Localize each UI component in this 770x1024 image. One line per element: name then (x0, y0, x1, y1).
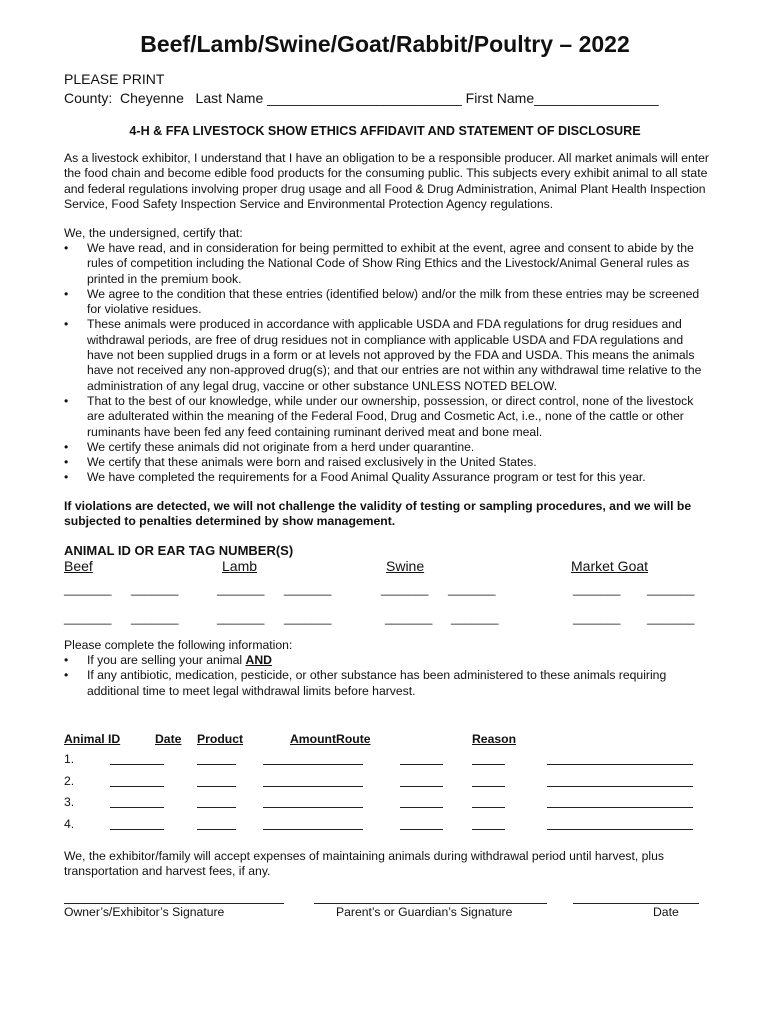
route-field-1[interactable] (400, 764, 443, 765)
reason-field-4[interactable] (472, 829, 505, 830)
list-item: • We agree to the condition that these entries (identified below) and/or the milk from these entries may be screened for violative residues. (64, 287, 709, 318)
amount-field-1[interactable] (263, 764, 363, 765)
ear-tag-field-lamb-1[interactable]: _______ (217, 582, 265, 596)
reason-field-3[interactable] (472, 807, 505, 808)
lamb-column-label: Lamb (222, 558, 258, 574)
ear-tag-field-lamb-4[interactable]: _______ (284, 611, 332, 625)
list-item: • We certify that these animals were born and raised exclusively in the United States. (64, 455, 709, 470)
row-number-4: 4. (64, 817, 75, 831)
route-field-2[interactable] (400, 786, 443, 787)
county-value: Cheyenne (120, 90, 184, 106)
ear-tag-field-beef-2[interactable]: _______ (131, 582, 179, 596)
list-item: • These animals were produced in accordance with applicable USDA and FDA regulations for drug residues and withdrawal periods, are free of drug residues not in compliance with applicable USDA and FDA regulations and have not been supplied drugs in a form or at levels not approved by the FDA and USDA. This means the animals have not received any non-approved drug(s); and that our entries are not within any withdrawal time relative to the administration of any legal drug, vaccine or other substance UNLESS NOTED BELOW. (64, 317, 709, 393)
ear-tag-field-swine-1[interactable]: _______ (381, 582, 429, 596)
reason-column-header: Reason (472, 732, 517, 746)
last-name-field[interactable]: _________________________ (267, 90, 462, 106)
complete-info-list (64, 653, 709, 699)
beef-column-label: Beef (64, 558, 93, 574)
row-number-1: 1. (64, 752, 75, 766)
animal-id-column-header: Animal ID (64, 732, 121, 746)
product-field-4[interactable] (197, 829, 236, 830)
product-field-3[interactable] (197, 807, 236, 808)
route-field-3[interactable] (400, 807, 443, 808)
expenses-statement: We, the exhibitor/family will accept expenses of maintaining animals during withdrawal period until harvest, plus transportation and harvest fees, if any. (64, 849, 664, 879)
ear-tag-field-goat-2[interactable]: _______ (647, 582, 695, 596)
violations-statement: If violations are detected, we will not challenge the validity of testing or sampling procedures, and we will be subjected to penalties determined by show management. (64, 499, 692, 529)
first-name-field[interactable]: ________________ (534, 90, 659, 106)
reason-field-2[interactable] (472, 786, 505, 787)
page-title: Beef/Lamb/Swine/Goat/Rabbit/Poultry – 2022 (140, 31, 630, 57)
ear-tag-field-beef-3[interactable]: _______ (64, 611, 112, 625)
ear-tag-field-swine-3[interactable]: _______ (385, 611, 433, 625)
ear-tag-field-swine-4[interactable]: _______ (451, 611, 499, 625)
notes-field-3[interactable] (547, 807, 693, 808)
first-name-label: First Name (465, 90, 535, 106)
list-item: • If any antibiotic, medication, pesticide, or other substance has been administered to these animals requiring additional time to meet legal withdrawal limits before harvest. (64, 668, 709, 699)
product-field-1[interactable] (197, 764, 236, 765)
amount-field-4[interactable] (263, 829, 363, 830)
ear-tag-field-goat-4[interactable]: _______ (647, 611, 695, 625)
notes-field-4[interactable] (547, 829, 693, 830)
product-column-header: Product (197, 732, 244, 746)
owner-signature-field[interactable] (64, 903, 284, 904)
animal-id-heading: ANIMAL ID OR EAR TAG NUMBER(S) (64, 543, 294, 558)
complete-info-intro: Please complete the following information: (64, 638, 293, 652)
row-number-3: 3. (64, 795, 75, 809)
section-heading: 4-H & FFA LIVESTOCK SHOW ETHICS AFFIDAVIT AND STATEMENT OF DISCLOSURE (129, 124, 641, 138)
county-label: County: (64, 90, 113, 106)
list-item: • We have read, and in consideration for being permitted to exhibit at the event, agree and consent to abide by the rules of competition including the National Code of Show Ring Ethics and the Livestock/Animal General rules as printed in the premium book. (64, 241, 709, 287)
date-field[interactable] (573, 903, 699, 904)
animal-id-field-2[interactable] (110, 786, 164, 787)
swine-column-label: Swine (386, 558, 425, 574)
parent-signature-field[interactable] (314, 903, 547, 904)
notes-field-2[interactable] (547, 786, 693, 787)
date-label: Date (653, 905, 679, 919)
date-column-header: Date (155, 732, 182, 746)
ear-tag-field-lamb-2[interactable]: _______ (284, 582, 332, 596)
list-item (64, 653, 709, 668)
reason-field-1[interactable] (472, 764, 505, 765)
notes-field-1[interactable] (547, 764, 693, 765)
certify-list (64, 241, 709, 486)
row-number-2: 2. (64, 774, 75, 788)
intro-paragraph: As a livestock exhibitor, I understand that I have an obligation to be a responsible producer. All market animals will enter the food chain and become edible food products for the consuming public. This subjects every exhibit animal to all state and federal regulations involving proper drug usage and all Food & Drug Administration, Animal Plant Health Inspection Service, Food Safety Inspection Service and Environmental Protection Agency regulations. (64, 151, 709, 211)
market-goat-column-label: Market Goat (571, 558, 649, 574)
ear-tag-field-goat-3[interactable]: _______ (573, 611, 621, 625)
and-emphasis: AND (245, 653, 272, 667)
ear-tag-field-beef-4[interactable]: _______ (131, 611, 179, 625)
product-field-2[interactable] (197, 786, 236, 787)
animal-id-field-1[interactable] (110, 764, 164, 765)
list-item: • We certify these animals did not originate from a herd under quarantine. (64, 440, 709, 455)
last-name-label: Last Name (195, 90, 264, 106)
amount-field-2[interactable] (263, 786, 363, 787)
list-item: • That to the best of our knowledge, while under our ownership, possession, or direct control, none of the livestock are adulterated within the meaning of the Federal Food, Drug and Cosmetic Act, i.e., none of the cattle or other ruminants have been fed any feed containing ruminant derived meat and bone meal. (64, 394, 709, 440)
ear-tag-field-beef-1[interactable]: _______ (64, 582, 112, 596)
parent-signature-label: Parent’s or Guardian’s Signature (336, 905, 513, 919)
certify-intro: We, the undersigned, certify that: (64, 226, 243, 240)
name-line (64, 90, 659, 106)
animal-id-field-3[interactable] (110, 807, 164, 808)
amount-route-column-header: AmountRoute (290, 732, 371, 746)
ear-tag-field-goat-1[interactable]: _______ (573, 582, 621, 596)
please-print-label: PLEASE PRINT (64, 71, 165, 87)
route-field-4[interactable] (400, 829, 443, 830)
selling-condition-text: If you are selling your animal (87, 653, 246, 667)
list-item: • We have completed the requirements for a Food Animal Quality Assurance program or test for this year. (64, 470, 709, 485)
ear-tag-field-swine-2[interactable]: _______ (448, 582, 496, 596)
ear-tag-field-lamb-3[interactable]: _______ (217, 611, 265, 625)
amount-field-3[interactable] (263, 807, 363, 808)
owner-signature-label: Owner’s/Exhibitor’s Signature (64, 905, 225, 919)
animal-id-field-4[interactable] (110, 829, 164, 830)
